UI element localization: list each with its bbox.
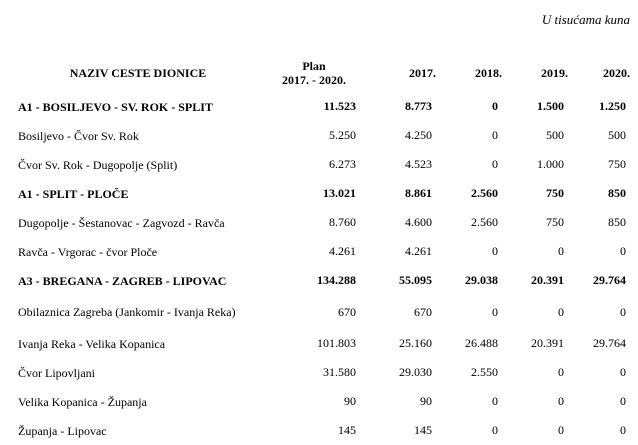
row-2018: 2.550 — [471, 365, 498, 379]
row-2019: 750 — [546, 186, 564, 200]
table-row — [12, 387, 630, 416]
row-plan: 8.760 — [329, 215, 356, 229]
header-name: NAZIV CESTE DIONICE — [69, 66, 207, 80]
row-2019: 750 — [546, 215, 564, 229]
header-plan-line1: Plan — [302, 59, 326, 73]
row-name: Ravča - Vrgorac - čvor Ploče — [18, 244, 158, 259]
row-plan: 670 — [338, 304, 356, 319]
row-2020: 29.764 — [593, 273, 626, 287]
row-plan: 145 — [338, 423, 356, 437]
table-body — [12, 92, 630, 445]
row-plan: 6.273 — [329, 157, 356, 171]
row-2019: 20.391 — [531, 273, 564, 287]
row-name: A1 - SPLIT - PLOČE — [18, 186, 129, 201]
row-2017: 8.773 — [405, 99, 432, 113]
row-2020: 750 — [608, 157, 626, 171]
row-2020: 29.764 — [593, 336, 626, 350]
row-name: A1 - BOSILJEVO - SV. ROK - SPLIT — [18, 99, 213, 114]
table-row — [12, 329, 630, 358]
row-2019: 0 — [558, 423, 564, 437]
row-2020: 0 — [620, 423, 626, 437]
row-2017: 670 — [414, 304, 432, 319]
row-2018: 0 — [492, 99, 498, 113]
row-2019: 1.000 — [537, 157, 564, 171]
row-name: Velika Kopanica - Županja — [18, 394, 147, 409]
row-name: Županja - Lipovac — [18, 423, 107, 438]
row-2017: 145 — [414, 423, 432, 437]
row-plan: 13.021 — [323, 186, 356, 200]
row-2018: 26.488 — [465, 336, 498, 350]
row-plan: 4.261 — [329, 244, 356, 258]
row-2017: 4.523 — [405, 157, 432, 171]
row-name: A3 - BREGANA - ZAGREB - LIPOVAC — [18, 273, 227, 288]
row-2020: 0 — [620, 365, 626, 379]
header-plan-line2: 2017. - 2020. — [282, 73, 346, 87]
row-2017: 90 — [420, 394, 432, 408]
unit-note: U tisućama kuna — [541, 12, 630, 27]
road-section-table — [12, 54, 630, 445]
table-row — [12, 295, 630, 329]
row-2017: 29.030 — [399, 365, 432, 379]
table-row-section — [12, 266, 630, 295]
row-2018: 29.038 — [465, 273, 498, 287]
row-2018: 0 — [492, 423, 498, 437]
table-row — [12, 416, 630, 445]
row-2020: 0 — [620, 304, 626, 319]
row-2018: 2.560 — [471, 215, 498, 229]
row-name: Obilaznica Zagreba (Jankomir - Ivanja Reka) — [18, 305, 236, 319]
row-2018: 2.560 — [471, 186, 498, 200]
row-2020: 0 — [620, 394, 626, 408]
table-row — [12, 121, 630, 150]
row-2018: 0 — [492, 157, 498, 171]
row-plan: 11.523 — [323, 99, 356, 113]
row-name: Dugopolje - Šestanovac - Zagvozd - Ravča — [18, 215, 225, 230]
table-row — [12, 358, 630, 387]
row-2018: 0 — [492, 304, 498, 319]
row-2017: 55.095 — [399, 273, 432, 287]
header-plan — [264, 59, 360, 87]
row-plan: 134.288 — [317, 273, 356, 287]
row-2019: 20.391 — [531, 336, 564, 350]
row-2020: 850 — [608, 186, 626, 200]
header-2020: 2020. — [603, 65, 630, 80]
row-plan: 5.250 — [329, 128, 356, 142]
row-2020: 1.250 — [599, 99, 626, 113]
header-2019: 2019. — [541, 65, 568, 80]
header-2017: 2017. — [409, 65, 436, 80]
row-2019: 0 — [558, 244, 564, 258]
row-2019: 0 — [558, 365, 564, 379]
row-name: Ivanja Reka - Velika Kopanica — [18, 336, 166, 351]
row-name: Bosiljevo - Čvor Sv. Rok — [18, 128, 139, 143]
row-2018: 0 — [492, 244, 498, 258]
row-name: Čvor Lipovljani — [18, 365, 95, 380]
row-name: Čvor Sv. Rok - Dugopolje (Split) — [18, 157, 178, 172]
row-2019: 0 — [558, 394, 564, 408]
row-2017: 4.261 — [405, 244, 432, 258]
row-plan: 90 — [344, 394, 356, 408]
row-2019: 500 — [546, 128, 564, 142]
row-2020: 500 — [608, 128, 626, 142]
table-row — [12, 208, 630, 237]
row-2017: 8.861 — [405, 186, 432, 200]
table-row — [12, 237, 630, 266]
row-plan: 31.580 — [323, 365, 356, 379]
row-2018: 0 — [492, 394, 498, 408]
row-2020: 850 — [608, 215, 626, 229]
table-row-section — [12, 92, 630, 121]
table-row-section — [12, 179, 630, 208]
row-2017: 25.160 — [399, 336, 432, 350]
row-2018: 0 — [492, 128, 498, 142]
row-2017: 4.250 — [405, 128, 432, 142]
header-2018: 2018. — [475, 65, 502, 80]
table-header — [12, 54, 630, 92]
row-2020: 0 — [620, 244, 626, 258]
table-row — [12, 150, 630, 179]
row-2019: 1.500 — [537, 99, 564, 113]
row-plan: 101.803 — [317, 336, 356, 350]
row-2017: 4.600 — [405, 215, 432, 229]
row-2019: 0 — [558, 304, 564, 319]
